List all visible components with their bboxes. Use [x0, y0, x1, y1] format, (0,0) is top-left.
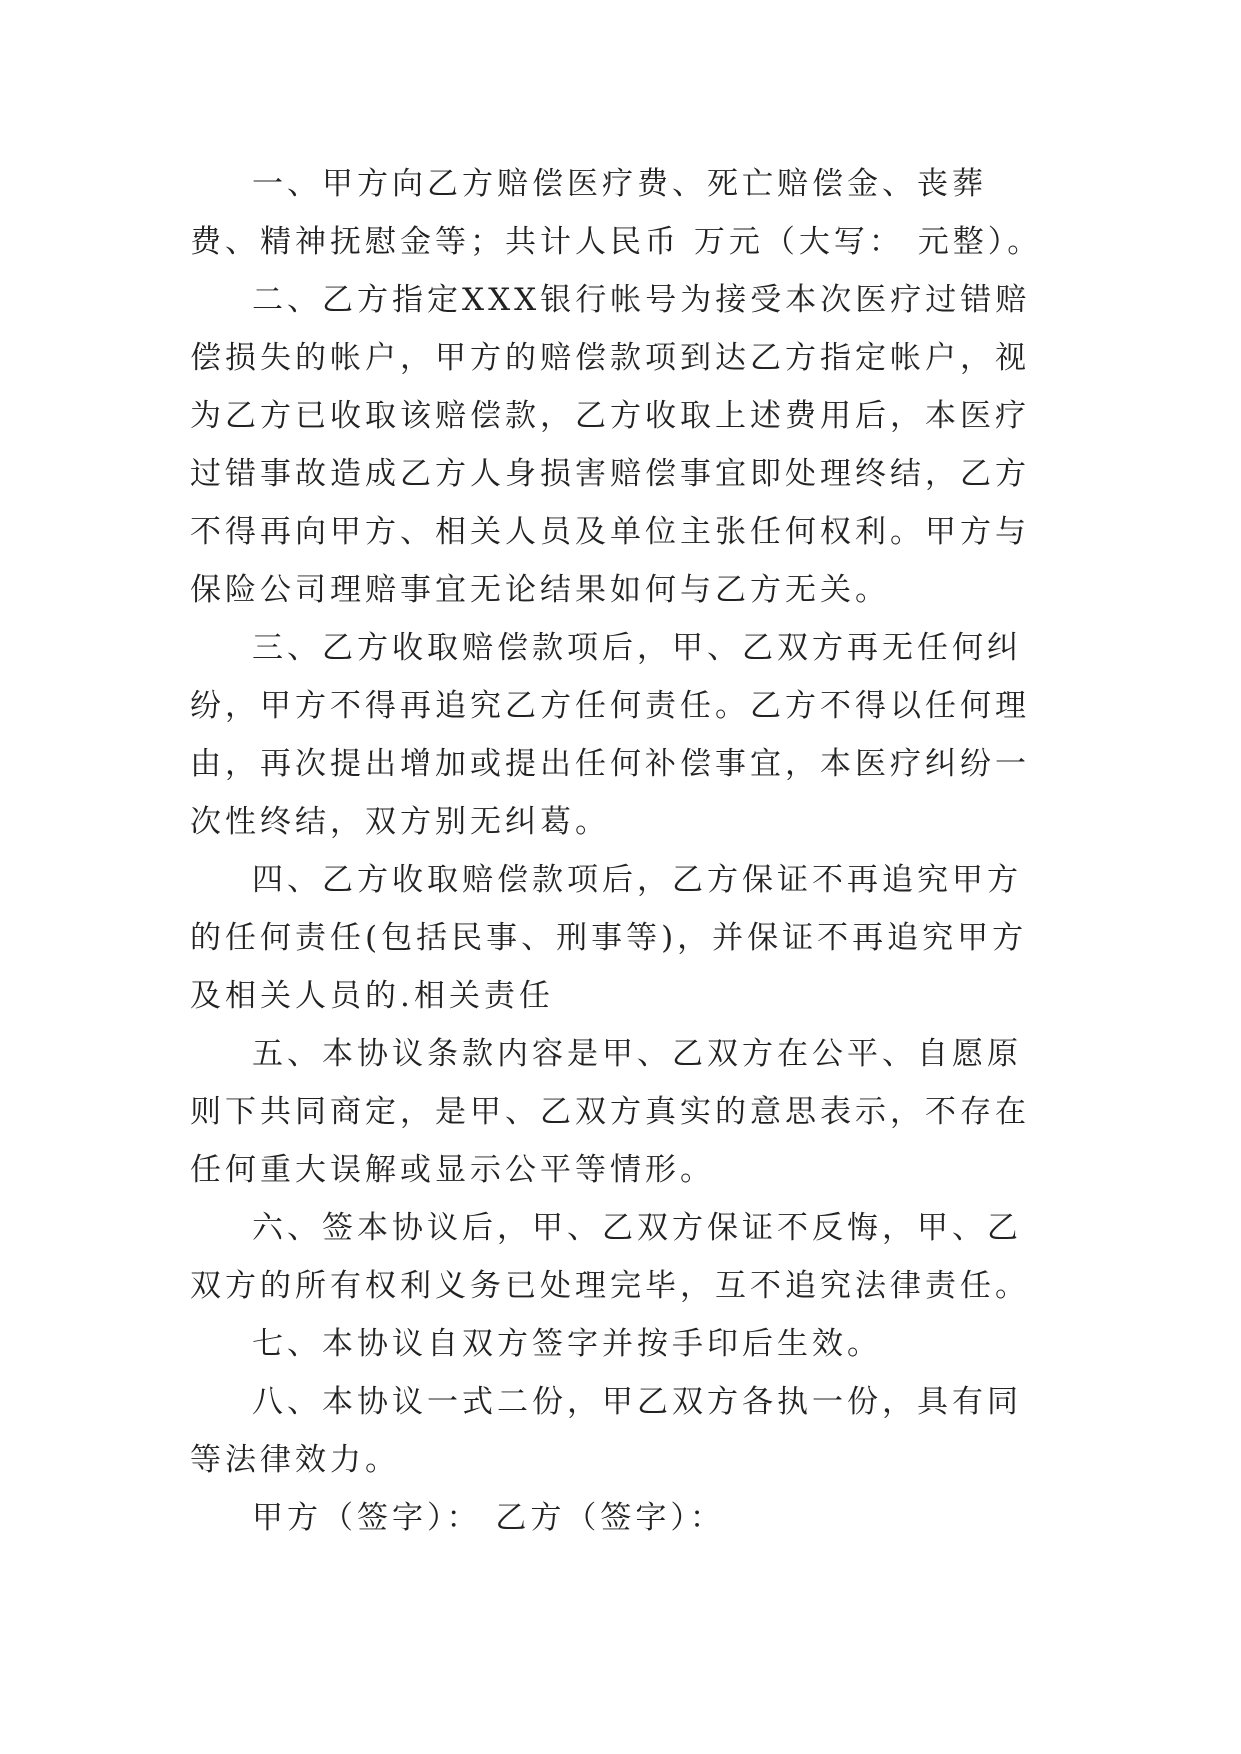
clause-1: 一、甲方向乙方赔偿医疗费、死亡赔偿金、丧葬费、精神抚慰金等；共计人民币 万元（大写： 元整）。: [190, 166, 1043, 260]
clause-2: 二、乙方指定XXX银行帐号为接受本次医疗过错赔偿损失的帐户，甲方的赔偿款项到达乙方指定帐户，视为乙方已收取该赔偿款，乙方收取上述费用后，本医疗过错事故造成乙方人身损害赔偿事宜即处理终结，乙方不得再向甲方、相关人员及单位主张任何权利。甲方与保险公司理赔事宜无论结果如何与乙方无关。: [190, 282, 1031, 608]
signature-line: 甲方（签字）： 乙方（签字）：: [252, 1500, 725, 1536]
clause-6: 六、签本协议后，甲、乙双方保证不反悔，甲、乙双方的所有权利义务已处理完毕，互不追究法律责任。: [190, 1210, 1030, 1304]
clause-3: 三、乙方收取赔偿款项后，甲、乙双方再无任何纠纷，甲方不得再追究乙方任何责任。乙方不得以任何理由，再次提出增加或提出任何补偿事宜，本医疗纠纷一次性终结，双方别无纠葛。: [190, 630, 1030, 840]
clause-5: 五、本协议条款内容是甲、乙双方在公平、自愿原则下共同商定，是甲、乙双方真实的意思表示，不存在任何重大误解或显示公平等情形。: [190, 1036, 1030, 1188]
agreement-body: [190, 155, 1050, 1547]
clause-8: 八、本协议一式二份，甲乙双方各执一份，具有同等法律效力。: [190, 1384, 1022, 1478]
clause-7: 七、本协议自双方签字并按手印后生效。: [252, 1326, 882, 1362]
clause-4: 四、乙方收取赔偿款项后，乙方保证不再追究甲方的任何责任(包括民事、刑事等)，并保证不再追究甲方及相关人员的.相关责任: [190, 862, 1028, 1014]
